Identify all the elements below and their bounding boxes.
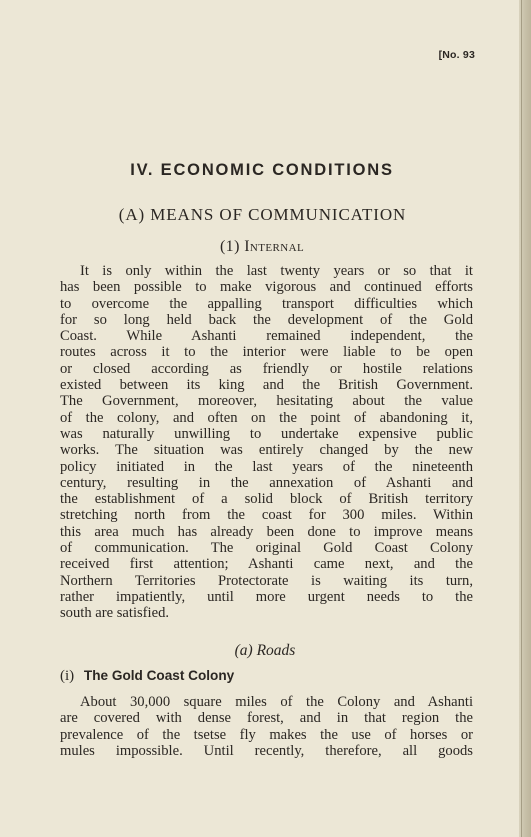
paragraph-line: for so long held back the development of the Gold (60, 311, 473, 328)
gold-coast-heading-number: (i) (60, 668, 75, 684)
paragraph-line: works. The situation was entirely changed by the new (60, 442, 473, 459)
paragraph-line: are covered with dense forest, and in that region the (60, 710, 473, 727)
paragraph-line: or closed according as friendly or hostile relations (60, 360, 473, 377)
gold-coast-heading (60, 668, 234, 685)
paragraph-line: this area much has already been done to improve means (60, 523, 473, 540)
paragraph-line: The Government, moreover, hesitating about the value (60, 393, 473, 410)
subsection-number: (1) (219, 238, 240, 255)
page-edge-line (521, 0, 522, 837)
paragraph-line: century, resulting in the annexation of Ashanti and (60, 474, 473, 491)
roads-heading-title: Roads (256, 642, 296, 659)
section-title: (A) MEANS OF COMMUNICATION (118, 205, 407, 224)
subsection-label: Internal (244, 238, 305, 255)
paragraph-roads (60, 694, 473, 759)
chapter-title: IV. ECONOMIC CONDITIONS (130, 161, 394, 179)
paragraph-line: stretching north from the coast for 300 miles. Within (60, 507, 473, 524)
paragraph-line: About 30,000 square miles of the Colony and Ashanti (80, 694, 473, 710)
paragraph-line: has been possible to make vigorous and continued efforts (60, 279, 473, 296)
paragraph-line: mules impossible. Until recently, therefore, all goods (60, 742, 473, 759)
paragraph-internal (60, 263, 473, 622)
paragraph-line: routes across it to the interior were liable to be open (60, 344, 473, 361)
paragraph-line: received first attention; Ashanti came next, and the (60, 556, 473, 573)
paragraph-line: policy initiated in the last years of the nineteenth (60, 458, 473, 475)
paragraph-line: south are satisfied. (60, 605, 170, 622)
roads-heading (200, 642, 330, 660)
paragraph-line: rather impatiently, until more urgent needs to the (60, 588, 473, 605)
paragraph-line: prevalence of the tsetse fly makes the use of horses or (60, 726, 473, 743)
paragraph-line: of communication. The original Gold Coast Colony (60, 540, 473, 557)
page-number: [No. 93 (438, 49, 475, 61)
paragraph-line: the establishment of a solid block of British territory (60, 491, 473, 508)
roads-heading-letter: (a) (234, 642, 253, 659)
paragraph-line: existed between its king and the British Government. (60, 377, 473, 394)
subsection-title (162, 238, 362, 256)
paragraph-line: of the colony, and often on the point of abandoning it, (60, 409, 473, 426)
gold-coast-heading-title: The Gold Coast Colony (83, 668, 235, 683)
paragraph-line: Coast. While Ashanti remained independent, the (60, 328, 473, 345)
paragraph-line: to overcome the appalling transport difficulties which (60, 295, 473, 312)
paragraph-line: Northern Territories Protectorate is waiting its turn, (60, 572, 473, 589)
paragraph-line: It is only within the last twenty years or so that it (80, 263, 473, 279)
paragraph-line: was naturally unwilling to undertake expensive public (60, 425, 473, 442)
